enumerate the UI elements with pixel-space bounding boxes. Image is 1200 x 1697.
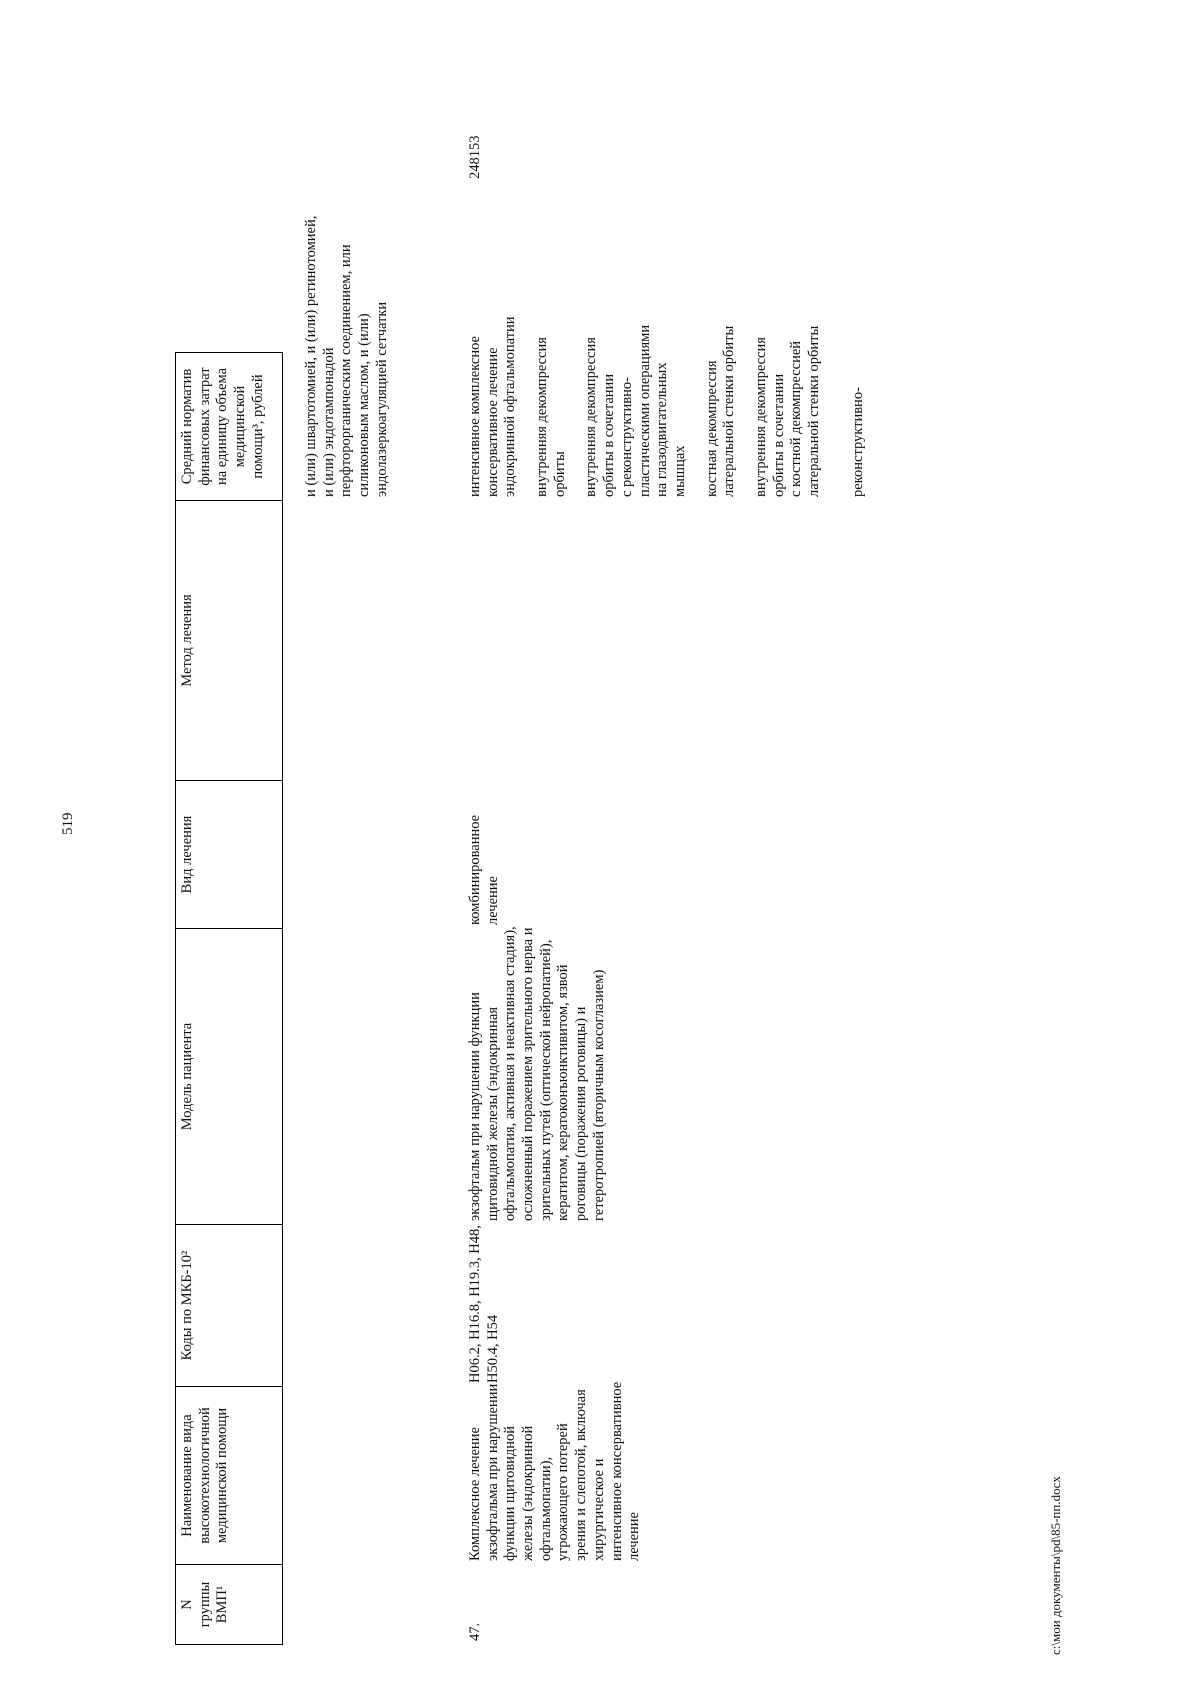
cost-norm-value: 248153 [467, 135, 483, 179]
treatment-method-item: интенсивное комплексное консервативное лечение эндокринной офтальмопатии [467, 316, 519, 497]
treatment-method-item: внутренняя декомпрессия орбиты в сочетании с костной декомпрессией латеральной стенки орбиты [752, 325, 822, 497]
column-header-treatment-type: Вид лечения [176, 781, 283, 929]
document-table [175, 40, 1075, 1645]
method-continuation: и (или) швартотомией, и (или) ретинотомией, и (или) эндотампонадой перфторорганическим соединением, или силиконовым маслом, и (или) эндолазеркоагуляцией сетчатки [303, 215, 390, 497]
treatment-type: комбинированное лечение [467, 814, 501, 925]
treatment-method-item: костная декомпрессия латеральной стенки орбиты [703, 325, 738, 497]
column-header-patient-model: Модель пациента [176, 929, 283, 1225]
footer-file-path: c:\мои документы\pd\85-пп.docx [1048, 1476, 1063, 1655]
column-header-cost-norm: Средний норматив финансовых затрат на единицу объема медицинской помощи³, рублей [176, 353, 283, 501]
column-header-group-number: N группы ВМП¹ [176, 1565, 283, 1645]
treatment-method-trailing: реконструктивно- [849, 387, 866, 497]
column-header-icd-codes: Коды по МКБ-10² [176, 1225, 283, 1387]
treatment-method-list [467, 207, 881, 497]
group-number: 47. [467, 1622, 483, 1641]
page-number: 519 [60, 812, 76, 835]
column-header-treatment-method: Метод лечения [176, 501, 283, 781]
column-header-vmp-name: Наименование вида высокотехнологичной медицинской помощи [176, 1387, 283, 1565]
patient-model: экзофтальм при нарушении функции щитовидной железы (эндокринная офтальмопатия, активная и неактивная стадия), осложненный поражением зрительного нерва и зрительных путей (оптической нейропатией), кератитом, кератоконъюнктивитом, язвой роговицы (поражения роговицы) и гетеротропией (вторичным косоглазием) [467, 926, 607, 1221]
table-header [175, 352, 283, 1645]
icd-codes: H06.2, H16.8, H19.3, H48, H50.4, H54 [467, 1225, 501, 1383]
vmp-name: Комплексное лечение экзофтальма при нарушении функции щитовидной железы (эндокринной офтальмопатии), угрожающего потерей зрения и слепотой, включая хирургическое и интенсивное консервативное лечение [467, 1381, 643, 1561]
treatment-method-item: внутренняя декомпрессия орбиты [534, 337, 568, 497]
treatment-method-item: внутренняя декомпрессия орбиты в сочетании с реконструктивно- пластическими операциями на глазодвигательных мышцах [583, 324, 688, 497]
